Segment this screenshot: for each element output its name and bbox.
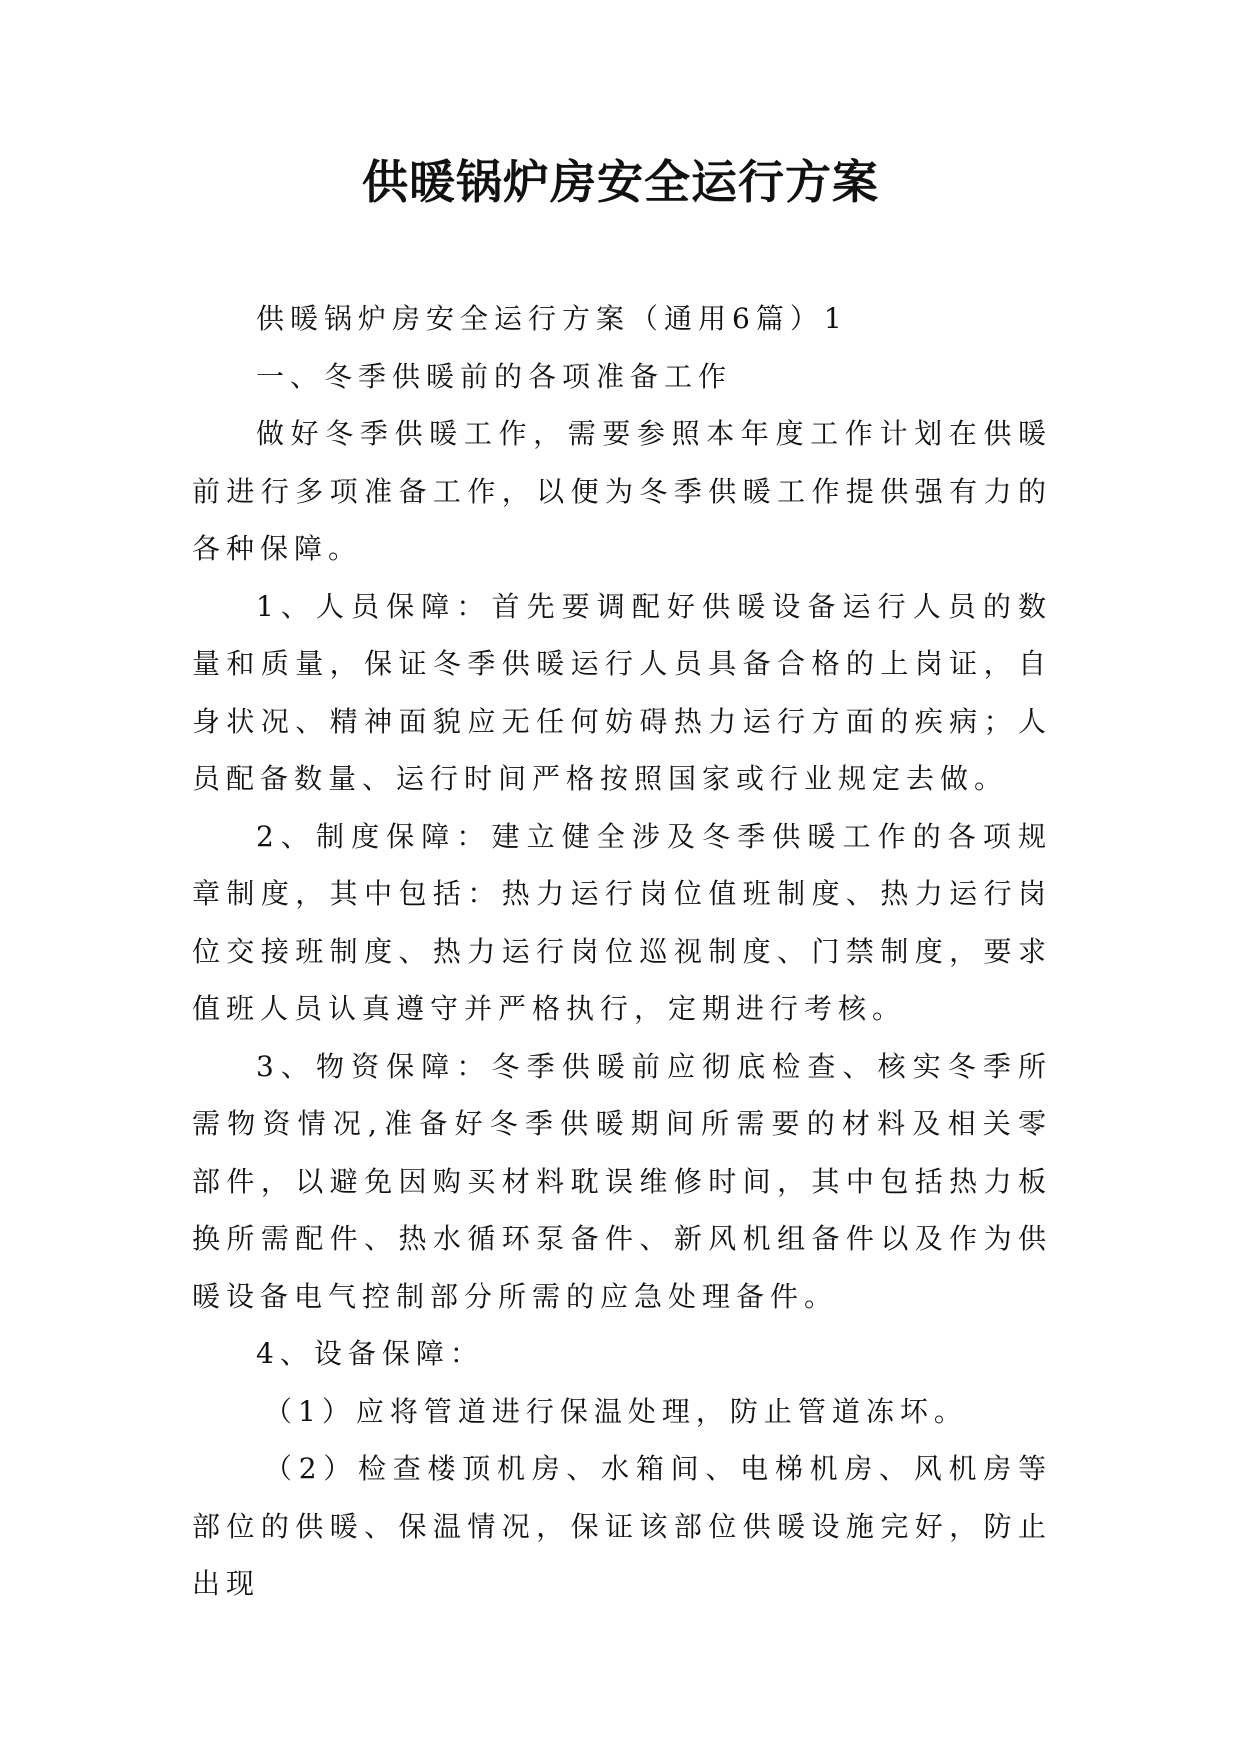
paragraph-equipment-item-2: （2）检查楼顶机房、水箱间、电梯机房、风机房等部位的供暖、保温情况，保证该部位供暖设施完好，防止出现 xyxy=(192,1452,1052,1600)
document-title: 供暖锅炉房安全运行方案 xyxy=(362,155,879,209)
paragraph-intro: 做好冬季供暖工作，需要参照本年度工作计划在供暖前进行多项准备工作，以便为冬季供暖工作提供强有力的各种保障。 xyxy=(192,417,1052,565)
paragraph-equipment-item-1: （1）应将管道进行保温处理，防止管道冻坏。 xyxy=(264,1394,968,1428)
document-body xyxy=(192,290,1052,1613)
paragraph-section-heading: 一、冬季供暖前的各项准备工作 xyxy=(256,359,733,393)
paragraph-subtitle: 供暖锅炉房安全运行方案（通用6篇）1 xyxy=(256,302,848,335)
paragraph-personnel: 1、人员保障：首先要调配好供暖设备运行人员的数量和质量，保证冬季供暖运行人员具备合格的上岗证，自身状况、精神面貌应无任何妨碍热力运行方面的疾病；人员配备数量、运行时间严格按照国家或行业规定去做。 xyxy=(192,589,1052,795)
paragraph-materials: 3、物资保障：冬季供暖前应彻底检查、核实冬季所需物资情况,准备好冬季供暖期间所需要的材料及相关零部件，以避免因购买材料耽误维修时间，其中包括热力板换所需配件、热水循环泵备件、新风机组备件以及作为供暖设备电气控制部分所需的应急处理备件。 xyxy=(192,1049,1052,1313)
paragraph-equipment-heading: 4、设备保障： xyxy=(256,1337,484,1370)
paragraph-system: 2、制度保障：建立健全涉及冬季供暖工作的各项规章制度，其中包括：热力运行岗位值班制度、热力运行岗位交接班制度、热力运行岗位巡视制度、门禁制度，要求值班人员认真遵守并严格执行，定期进行考核。 xyxy=(192,819,1052,1025)
